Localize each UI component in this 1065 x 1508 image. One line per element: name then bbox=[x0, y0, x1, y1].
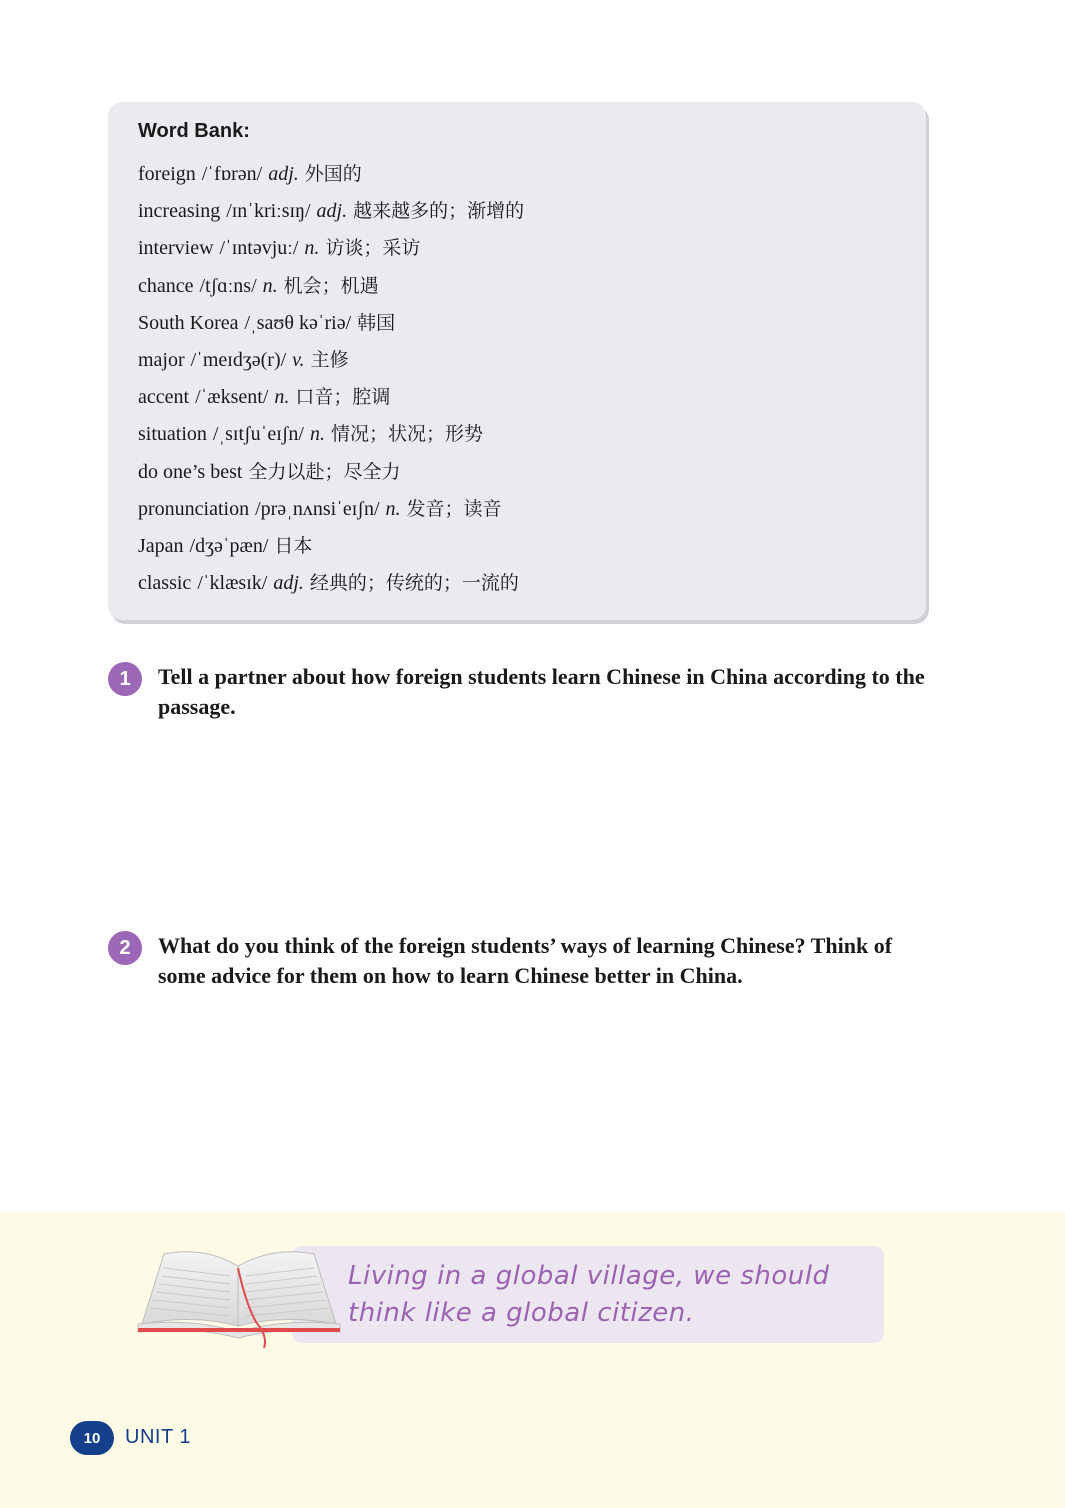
word: classic bbox=[138, 572, 192, 595]
phonetic: /ˈklæsɪk/ bbox=[197, 572, 268, 595]
word-bank-item bbox=[138, 491, 524, 528]
meaning: 发音；读音 bbox=[406, 497, 502, 520]
quote-text: Living in a global village, we should think like a global citizen. bbox=[348, 1261, 830, 1328]
meaning: 主修 bbox=[310, 348, 349, 371]
word: South Korea bbox=[138, 311, 239, 334]
phonetic: /ˈɪntəvjuː/ bbox=[219, 237, 299, 260]
word-bank-item bbox=[138, 342, 524, 379]
phonetic: /ˈfɒrən/ bbox=[201, 163, 263, 185]
question-text: Tell a partner about how foreign students learn Chinese in China according to the passage. bbox=[158, 664, 925, 719]
part-of-speech: adj. bbox=[316, 200, 348, 223]
meaning: 口音；腔调 bbox=[295, 386, 391, 409]
part-of-speech: n. bbox=[274, 386, 290, 409]
word: accent bbox=[138, 386, 190, 409]
word: foreign bbox=[138, 163, 196, 185]
word-bank bbox=[108, 102, 926, 620]
meaning: 全力以赴；尽全力 bbox=[248, 460, 401, 483]
meaning: 日本 bbox=[274, 534, 313, 557]
word: Japan bbox=[138, 534, 184, 557]
word: chance bbox=[138, 274, 194, 297]
word-bank-item bbox=[138, 193, 524, 230]
word: pronunciation bbox=[138, 497, 250, 520]
word: situation bbox=[138, 423, 207, 446]
meaning: 访谈；采访 bbox=[325, 237, 421, 260]
part-of-speech: n. bbox=[304, 237, 320, 260]
word-bank-title: Word Bank: bbox=[138, 120, 250, 142]
meaning: 韩国 bbox=[357, 311, 396, 334]
word-bank-item bbox=[138, 268, 524, 305]
word-bank-item bbox=[138, 528, 524, 565]
word-bank-item bbox=[138, 454, 524, 491]
phonetic: /tʃɑːns/ bbox=[199, 274, 257, 297]
word-bank-item bbox=[138, 416, 524, 453]
part-of-speech: adj. bbox=[268, 163, 299, 185]
word-bank-item bbox=[138, 156, 524, 193]
meaning: 情况；状况；形势 bbox=[330, 423, 483, 446]
phonetic: /ˌsaʊθ kəˈriə/ bbox=[244, 311, 352, 334]
word-bank-list bbox=[138, 156, 524, 602]
word-bank-item bbox=[138, 379, 524, 416]
unit-label: UNIT 1 bbox=[125, 1426, 191, 1448]
part-of-speech: v. bbox=[292, 348, 305, 371]
question-number-badge: 1 bbox=[108, 662, 142, 696]
question-number-badge: 2 bbox=[108, 931, 142, 965]
meaning: 外国的 bbox=[304, 163, 362, 185]
phonetic: /ˌsɪtʃuˈeɪʃn/ bbox=[212, 423, 304, 446]
open-book-icon bbox=[134, 1244, 344, 1348]
phonetic: /ɪnˈkriːsɪŋ/ bbox=[226, 200, 311, 223]
page-number-badge: 10 bbox=[70, 1421, 114, 1455]
meaning: 机会；机遇 bbox=[283, 274, 379, 297]
word: interview bbox=[138, 237, 214, 260]
word-bank-item bbox=[138, 230, 524, 267]
word: increasing bbox=[138, 200, 221, 223]
word: do one’s best bbox=[138, 460, 243, 483]
word-bank-item bbox=[138, 305, 524, 342]
part-of-speech: n. bbox=[385, 497, 401, 520]
quote-box bbox=[292, 1246, 884, 1343]
part-of-speech: adj. bbox=[273, 572, 304, 595]
phonetic: /dʒəˈpæn/ bbox=[189, 534, 269, 557]
phonetic: /ˈmeɪdʒə(r)/ bbox=[190, 348, 287, 371]
phonetic: /prəˌnʌnsiˈeɪʃn/ bbox=[255, 497, 380, 520]
part-of-speech: n. bbox=[309, 423, 325, 446]
word: major bbox=[138, 348, 185, 371]
phonetic: /ˈæksent/ bbox=[195, 386, 269, 409]
part-of-speech: n. bbox=[262, 274, 278, 297]
meaning: 经典的；传统的；一流的 bbox=[309, 572, 519, 595]
question-text: What do you think of the foreign students’ ways of learning Chinese? Think of some advice for them on how to learn Chinese better in China. bbox=[158, 933, 893, 988]
meaning: 越来越多的；渐增的 bbox=[353, 200, 525, 223]
word-bank-item bbox=[138, 565, 524, 602]
